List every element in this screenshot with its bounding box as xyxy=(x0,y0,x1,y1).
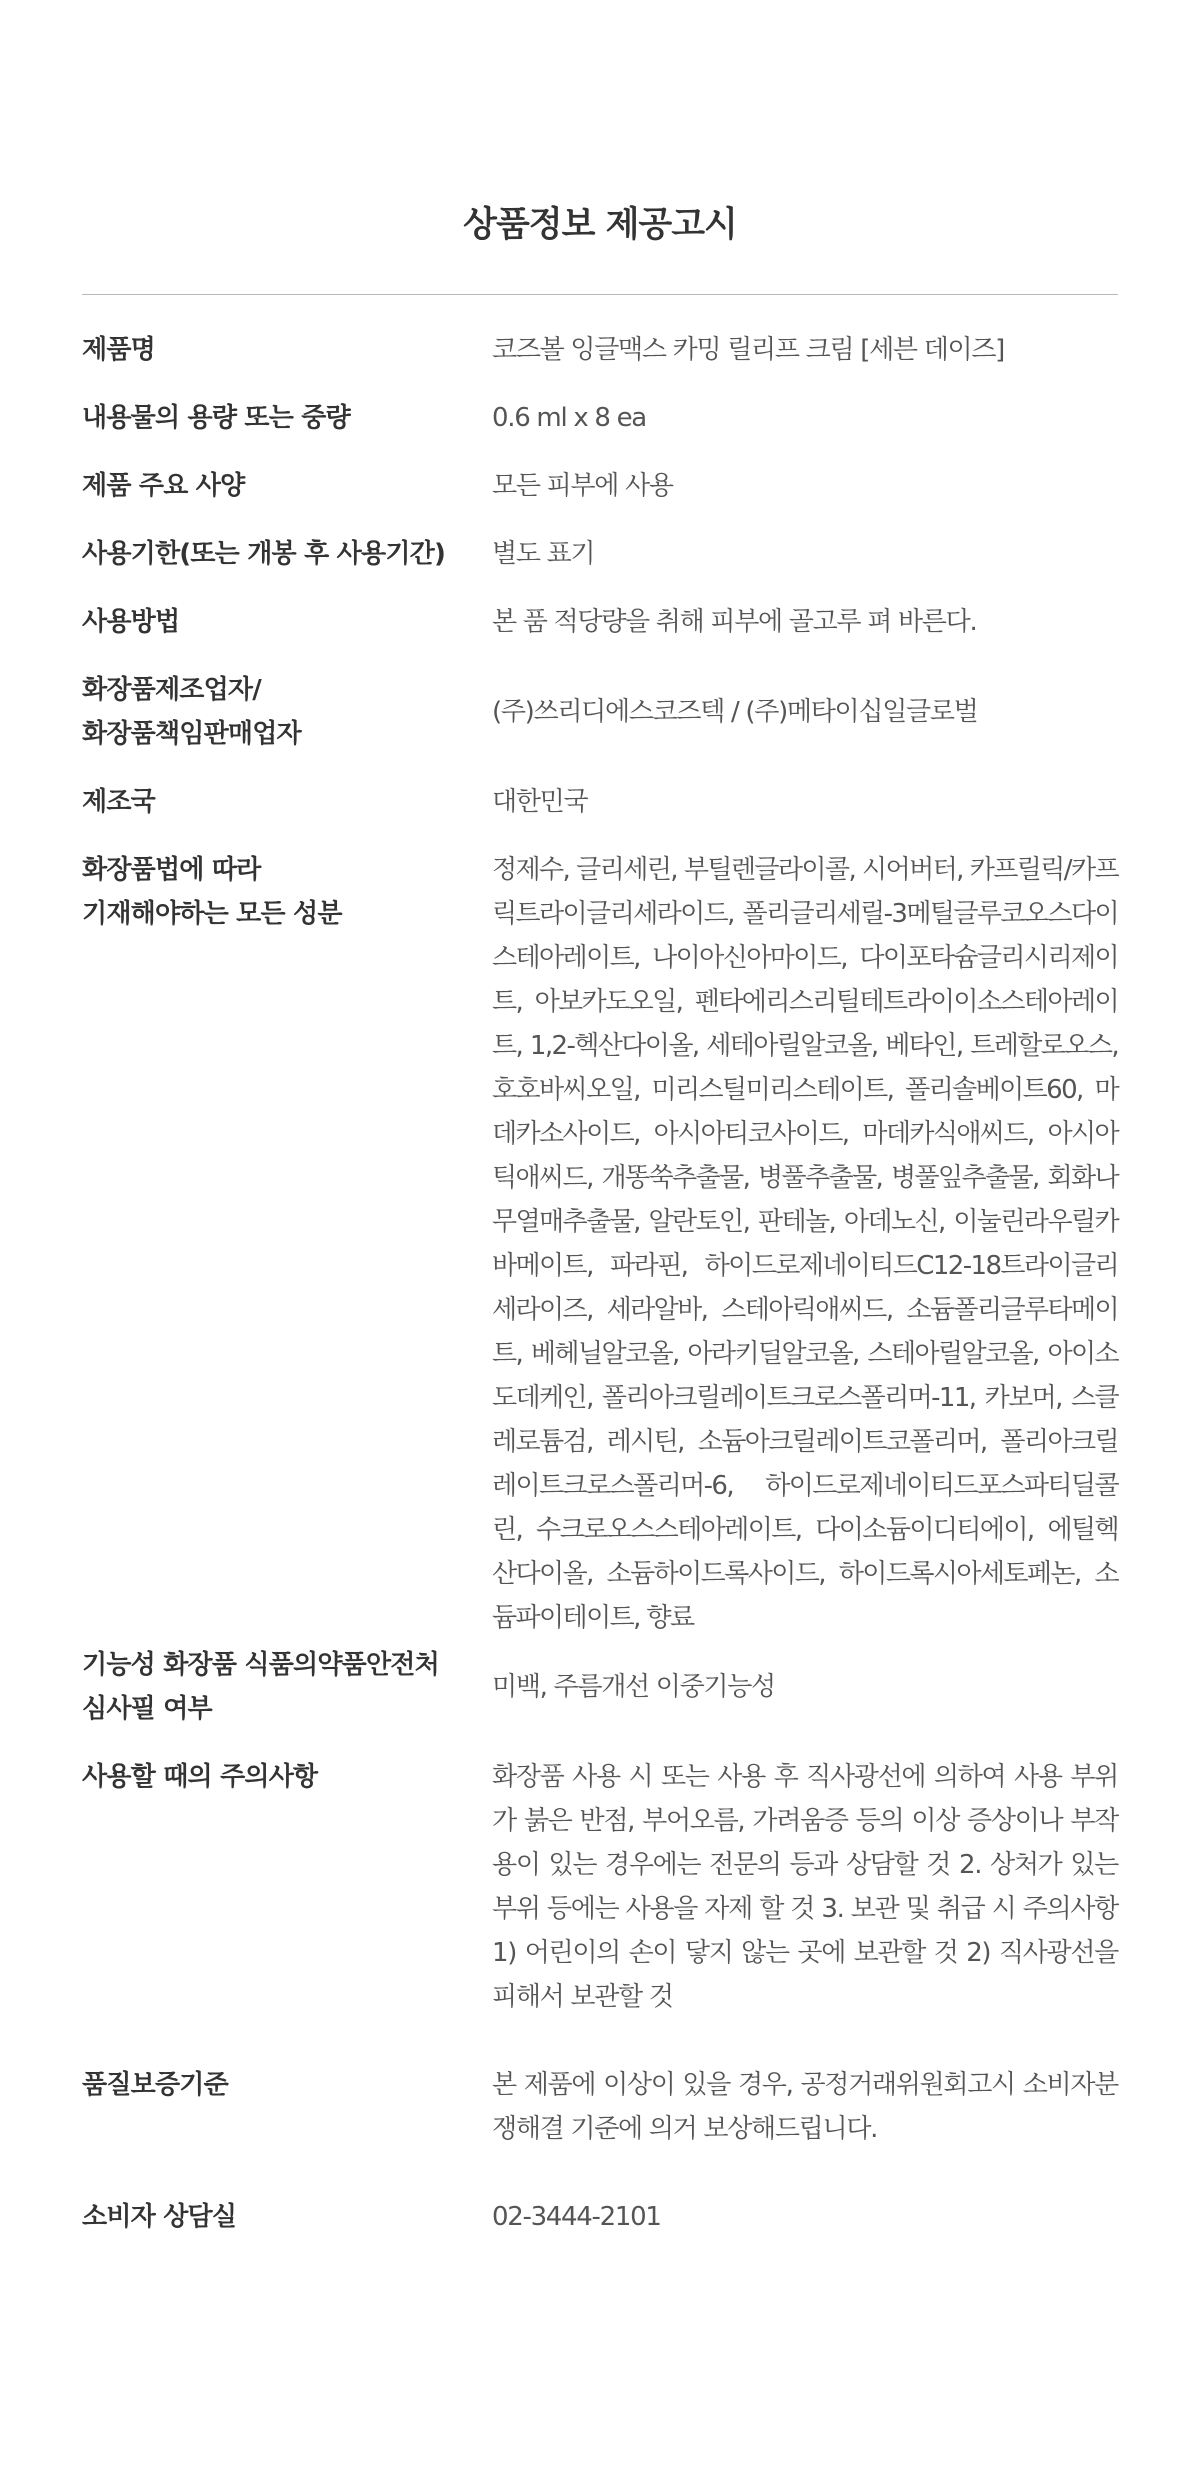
title-divider xyxy=(82,294,1118,295)
row-label xyxy=(82,668,492,756)
row-label xyxy=(82,848,492,936)
row-product-name xyxy=(82,328,1118,372)
row-value: 화장품 사용 시 또는 사용 후 직사광선에 의하여 사용 부위가 붉은 반점, 부어오름, 가려움증 등의 이상 증상이나 부작용이 있는 경우에는 전문의 등과 상담할 것 2. 상처가 있는 부위 등에는 사용을 자제 할 것 3. 보관 및 취급 시 주의사항 1) 어린이의 손이 닿지 않는 곳에 보관할 것 2) 직사광선을 피해서 보관할 것 xyxy=(492,1762,1118,2012)
row-value: 정제수, 글리세린, 부틸렌글라이콜, 시어버터, 카프릴릭/카프릭트라이글리세라이드, 폴리글리세릴-3메틸글루코오스다이스테아레이트, 나이아신아마이드, 다이포타슘글리시리제이트, 아보카도오일, 펜타에리스리틸테트라이이소스테아레이트, 1,2-헥산다이올, 세테아릴알코올, 베타인, 트레할로오스, 호호바씨오일, 미리스틸미리스테이트, 폴리솔베이트60, 마데카소사이드, 아시아티코사이드, 마데카식애씨드, 아시아틱애씨드, 개똥쑥추출물, 병풀추출물, 병풀잎추출물, 회화나무열매추출물, 알란토인, 판테놀, 아데노신, 이눌린라우릴카바메이트, 파라핀, 하이드로제네이티드C12-18트라이글리세라이즈, 세라알바, 스테아릭애씨드, 소듐폴리글루타메이트, 베헤닐알코올, 아라키딜알코올, 스테아릴알코올, 아이소도데케인, 폴리아크릴레이트크로스폴리머-11, 카보머, 스클레로튬검, 레시틴, 소듐아크릴레이트코폴리머, 폴리아크릴레이트크로스폴리머-6, 하이드로제네이티드포스파티딜콜린, 수크로오스스테아레이트, 다이소듐이디티에이, 에틸헥산다이올, 소듐하이드록사이드, 하이드록시아세토페논, 소듐파이테이트, 향료 xyxy=(492,855,1118,1633)
row-value: 코즈볼 잉글맥스 카밍 릴리프 크림 [세븐 데이즈] xyxy=(492,335,1004,365)
row-label-line: 기능성 화장품 식품의약품안전처 xyxy=(82,1650,439,1680)
row-expiry xyxy=(82,532,1118,576)
row-label-line: 심사필 여부 xyxy=(82,1694,212,1724)
row-country xyxy=(82,780,1118,824)
row-precautions xyxy=(82,1755,1118,2019)
row-volume xyxy=(82,396,1118,440)
row-label: 제조국 xyxy=(82,787,155,817)
row-value: 본 제품에 이상이 있을 경우, 공정거래위원회고시 소비자분쟁해결 기준에 의거 보상해드립니다. xyxy=(492,2070,1118,2144)
row-value: 02-3444-2101 xyxy=(492,2202,661,2232)
row-customer-service xyxy=(82,2195,1118,2239)
info-table xyxy=(82,328,1118,2239)
row-value: 0.6 ml x 8 ea xyxy=(492,403,646,433)
row-manufacturer xyxy=(82,668,1118,756)
row-label: 사용할 때의 주의사항 xyxy=(82,1762,318,1792)
row-main-spec xyxy=(82,464,1118,508)
row-value: 본 품 적당량을 취해 피부에 골고루 펴 바른다. xyxy=(492,607,977,637)
row-functional-review xyxy=(82,1643,1118,1731)
row-value: 별도 표기 xyxy=(492,539,595,569)
row-label: 소비자 상담실 xyxy=(82,2202,237,2232)
row-label xyxy=(82,1643,492,1731)
row-label-line: 화장품책임판매업자 xyxy=(82,719,301,749)
row-label: 내용물의 용량 또는 중량 xyxy=(82,403,350,433)
row-label: 사용방법 xyxy=(82,607,180,637)
row-ingredients xyxy=(82,848,1118,1640)
row-label: 품질보증기준 xyxy=(82,2070,228,2100)
row-usage xyxy=(82,600,1118,644)
row-label: 제품명 xyxy=(82,335,155,365)
row-label-line: 화장품제조업자/ xyxy=(82,675,261,705)
row-label: 사용기한(또는 개봉 후 사용기간) xyxy=(82,539,446,569)
row-label: 제품 주요 사양 xyxy=(82,471,245,501)
page-title: 상품정보 제공고시 xyxy=(463,205,737,245)
row-value: 대한민국 xyxy=(492,787,588,817)
row-label-line: 화장품법에 따라 xyxy=(82,855,261,885)
row-value: 모든 피부에 사용 xyxy=(492,471,673,501)
row-value: (주)쓰리디에스코즈텍 / (주)메타이십일글로벌 xyxy=(492,697,978,727)
row-label-line: 기재해야하는 모든 성분 xyxy=(82,899,342,929)
row-value: 미백, 주름개선 이중기능성 xyxy=(492,1672,775,1702)
row-quality-guarantee xyxy=(82,2063,1118,2151)
